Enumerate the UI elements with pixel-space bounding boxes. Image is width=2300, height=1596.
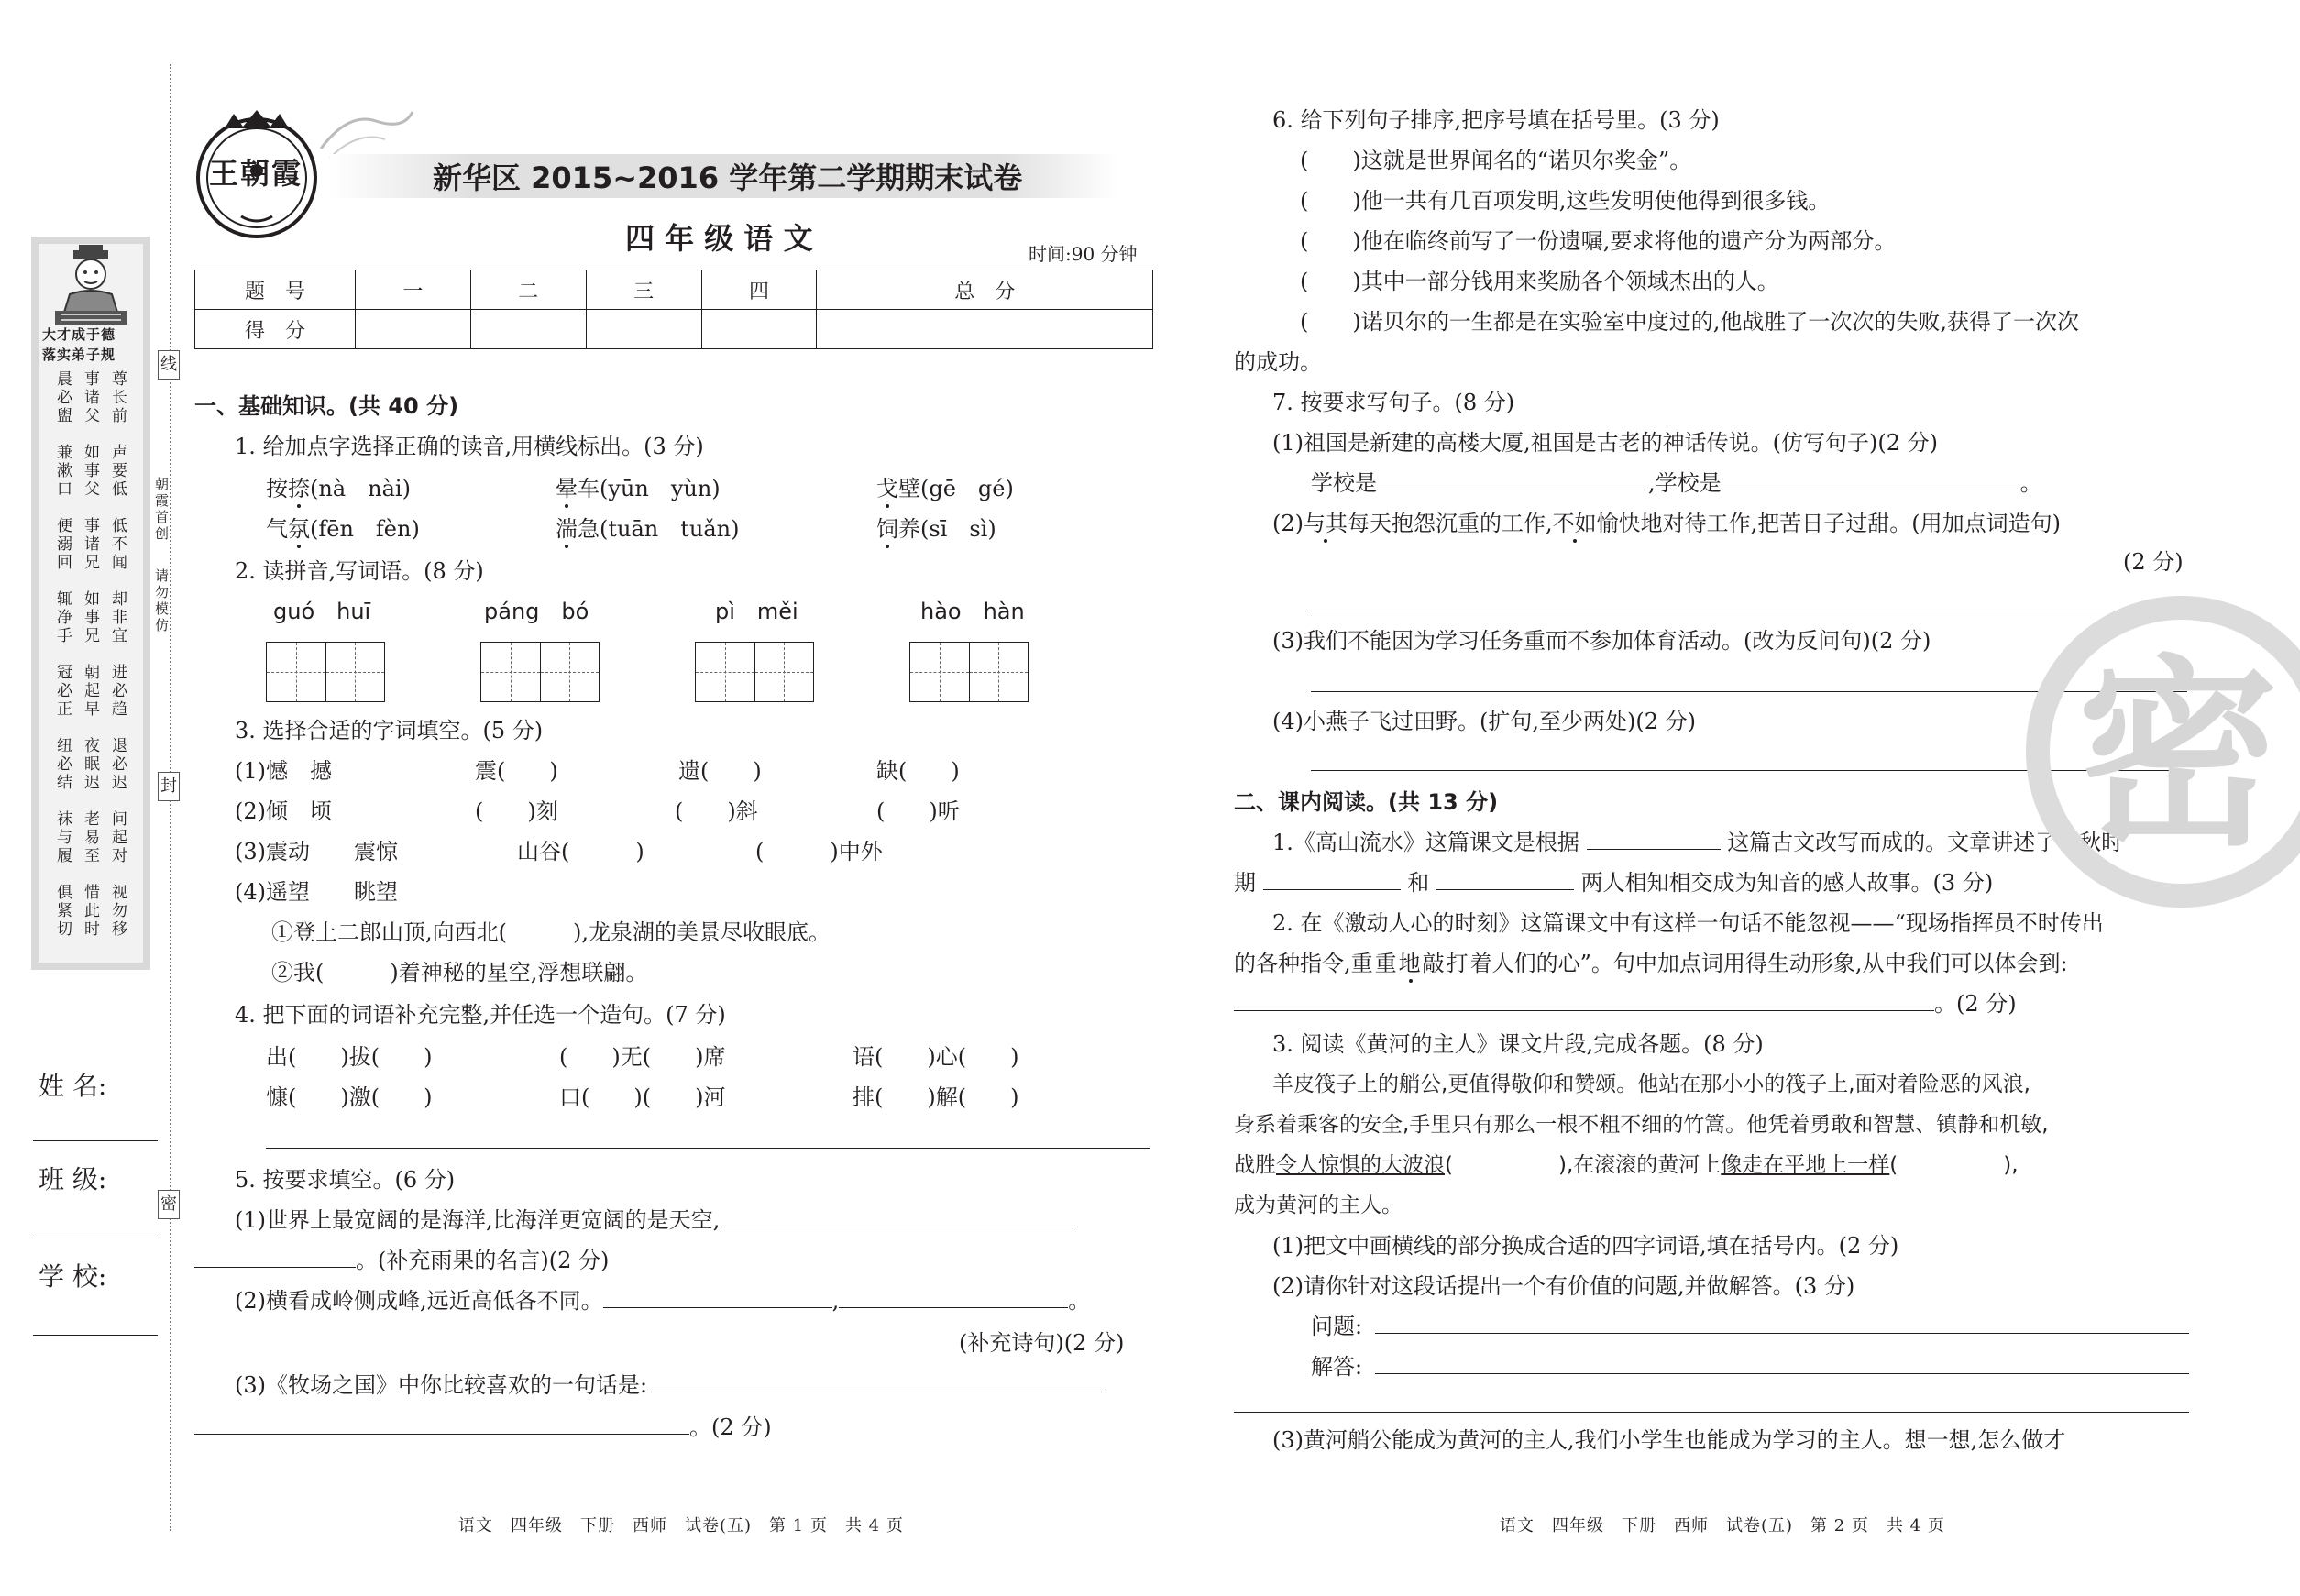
score-header-cell: 一 bbox=[356, 270, 471, 310]
q1-item-3: 戈壁(gē gé) bbox=[876, 476, 1014, 501]
dizigui-col: 朝起早 bbox=[81, 664, 99, 719]
school-label: 学 校: bbox=[39, 1261, 107, 1292]
q3-row4-label: (4)遥望 眺望 bbox=[235, 879, 398, 905]
seal-char-line: 线 bbox=[158, 350, 180, 380]
q3-sentence-1[interactable]: ①登上二郎山顶,向西北( ),龙泉湖的美景尽收眼底。 bbox=[271, 919, 831, 945]
copyright-note-2: 请勿模仿 bbox=[153, 568, 170, 634]
q5-part1: (1)世界上最宽阔的是海洋,比海洋更宽阔的是天空, bbox=[235, 1206, 1073, 1234]
secret-stamp bbox=[2026, 596, 2300, 908]
dizigui-col: 夜眠迟 bbox=[81, 737, 99, 792]
answer-label: 解答: bbox=[1311, 1354, 1363, 1380]
score-header-cell: 三 bbox=[586, 270, 701, 310]
score-table bbox=[194, 270, 1153, 349]
reading-q3-1: (1)把文中画横线的部分换成合适的四字词语,填在括号内。(2 分) bbox=[1272, 1233, 1899, 1259]
dizigui-col: 声要低 bbox=[108, 444, 127, 499]
q1-item-5: 湍急(tuān tuǎn) bbox=[556, 516, 740, 542]
score-input-cell[interactable] bbox=[817, 310, 1153, 349]
q7-part4: (4)小燕子飞过田野。(扩句,至少两处)(2 分) bbox=[1272, 709, 1696, 734]
q6-item[interactable]: ( )他在临终前写了一份遗嘱,要求将他的遗产分为两部分。 bbox=[1300, 228, 1897, 254]
reading-q2-cont: 的各种指令,重重地敲打着人们的心”。句中加点词用得生动形象,从中我们可以体会到: bbox=[1234, 951, 2068, 976]
reading-q1-cont: 期 和 两人相知相交成为知音的感人故事。(3 分) bbox=[1234, 870, 1994, 896]
motto-1: 大才成于德 bbox=[42, 326, 116, 343]
dizigui-col: 俱紧切 bbox=[53, 884, 72, 939]
seal-char-secret: 密 bbox=[158, 1190, 180, 1219]
question-6: 6. 给下列句子排序,把序号填在括号里。(3 分) bbox=[1272, 107, 1720, 133]
q3-row3-label: (3)震动 震惊 bbox=[235, 839, 398, 864]
score-header-cell: 题 号 bbox=[195, 270, 356, 310]
reading-q1: 1.《高山流水》这篇课文是根据 这篇古文改写而成的。文章讲述了春秋时 bbox=[1272, 830, 2124, 855]
copyright-note-1: 朝霞首创 bbox=[153, 477, 170, 543]
dizigui-col: 视勿移 bbox=[108, 884, 127, 939]
exam-time: 时间:90 分钟 bbox=[1029, 243, 1138, 265]
q1-item-4: 气氛(fēn fèn) bbox=[266, 516, 420, 542]
score-label-cell: 得 分 bbox=[195, 310, 356, 349]
reading-q3-2: (2)请你针对这段话提出一个有价值的问题,并做解答。(3 分) bbox=[1272, 1273, 1855, 1299]
dizigui-col: 便溺回 bbox=[53, 517, 72, 572]
exam-title: 新华区 2015~2016 学年第二学期期末试卷 bbox=[433, 160, 1023, 195]
q7-part1: (1)祖国是新建的高楼大厦,祖国是古老的神话传说。(仿写句子)(2 分) bbox=[1272, 430, 1938, 456]
passage-line-4: 成为黄河的主人。 bbox=[1234, 1194, 1403, 1217]
ask-label: 问题: bbox=[1311, 1314, 1363, 1339]
score-header-cell: 总 分 bbox=[817, 270, 1153, 310]
dizigui-col: 纽必结 bbox=[53, 737, 72, 792]
q1-item-2: 晕车(yūn yùn) bbox=[556, 476, 721, 501]
reading-q3-3: (3)黄河艄公能成为黄河的主人,我们小学生也能成为学习的主人。想一想,怎么做才 bbox=[1272, 1427, 2066, 1453]
dizigui-col: 晨必盥 bbox=[53, 370, 72, 425]
q3-row1-label: (1)憾 撼 bbox=[235, 758, 332, 784]
reading-q2: 2. 在《激动人心的时刻》这篇课文中有这样一句话不能忽视——“现场指挥员不时传出 bbox=[1272, 910, 2104, 936]
dizigui-col: 兼漱口 bbox=[53, 444, 72, 499]
q6-item[interactable]: ( )诺贝尔的一生都是在实验室中度过的,他战胜了一次次的失败,获得了一次次 bbox=[1300, 309, 2079, 335]
q5-blank[interactable] bbox=[647, 1371, 1106, 1392]
section-2-title: 二、课内阅读。(共 13 分) bbox=[1234, 789, 1499, 815]
dizigui-col: 如事父 bbox=[81, 444, 99, 499]
q5-blank[interactable] bbox=[839, 1287, 1068, 1308]
q5-part3: (3)《牧场之国》中你比较喜欢的一句话是: bbox=[235, 1371, 1106, 1399]
seal-char-seal: 封 bbox=[158, 772, 180, 801]
exam-subtitle: 四 年 级 语 文 bbox=[625, 221, 813, 256]
q3-row1-blank[interactable]: 遗( ) bbox=[678, 758, 762, 784]
q3-row3-blank[interactable]: ( )中外 bbox=[755, 839, 883, 864]
score-input-cell[interactable] bbox=[470, 310, 586, 349]
class-label: 班 级: bbox=[39, 1164, 107, 1194]
r2-blank[interactable] bbox=[1234, 990, 1934, 1011]
passage-line-2: 身系着乘客的安全,手里只有那么一根不粗不细的竹篙。他凭着勇敢和智慧、镇静和机敏, bbox=[1234, 1113, 2049, 1137]
q4-idiom[interactable]: 出( )拔( ) bbox=[266, 1044, 433, 1070]
r1-blank[interactable] bbox=[1263, 869, 1401, 890]
r1-blank[interactable] bbox=[1587, 829, 1721, 850]
q1-item-6: 饲养(sī sì) bbox=[876, 516, 996, 542]
dizigui-col: 却非宜 bbox=[108, 590, 127, 645]
q4-sentence-line[interactable] bbox=[266, 1148, 1150, 1149]
dizigui-col: 惜此时 bbox=[81, 884, 99, 939]
q3-row2-blank[interactable]: ( )刻 bbox=[475, 798, 558, 824]
section-1-title: 一、基础知识。(共 40 分) bbox=[194, 393, 459, 419]
dizigui-col: 事诸兄 bbox=[81, 517, 99, 572]
score-input-cell[interactable] bbox=[701, 310, 817, 349]
q3-row1-blank[interactable]: 震( ) bbox=[475, 758, 558, 784]
q4-idiom[interactable]: 排( )解( ) bbox=[853, 1084, 1019, 1110]
q6-item-tail: 的成功。 bbox=[1234, 349, 1322, 375]
answer-line-2[interactable] bbox=[1234, 1412, 2189, 1413]
question-5: 5. 按要求填空。(6 分) bbox=[235, 1167, 456, 1193]
q4-idiom[interactable]: 语( )心( ) bbox=[853, 1044, 1019, 1070]
q4-idiom[interactable]: 慷( )激( ) bbox=[266, 1084, 433, 1110]
q2-grid-4[interactable] bbox=[909, 642, 1029, 702]
footer-left: 语文 四年级 下册 西师 试卷(五) 第 1 页 共 4 页 bbox=[458, 1516, 904, 1535]
dizigui-col: 袜与履 bbox=[53, 810, 72, 865]
question-1: 1. 给加点字选择正确的读音,用横线标出。(3 分) bbox=[235, 434, 704, 459]
q7-blank[interactable] bbox=[1377, 469, 1648, 490]
q7-blank[interactable] bbox=[1722, 469, 2020, 490]
motto-2: 落实弟子规 bbox=[42, 347, 116, 363]
q7-part1-answer: 学校是 ,学校是 。 bbox=[1311, 470, 2042, 496]
secret-stamp-char: 密 bbox=[2077, 638, 2280, 873]
dizigui-col: 辄净手 bbox=[53, 590, 72, 645]
q3-row3-blank[interactable]: 山谷( ) bbox=[517, 839, 644, 864]
name-label: 姓 名: bbox=[39, 1071, 107, 1101]
ask-line[interactable] bbox=[1375, 1333, 2189, 1334]
passage-line-1: 羊皮筏子上的艄公,更值得敬仰和赞颂。他站在那小小的筏子上,面对着险恶的风浪, bbox=[1272, 1073, 2030, 1096]
q2-pinyin-1: guó huī bbox=[273, 599, 371, 624]
q6-item[interactable]: ( )其中一部分钱用来奖励各个领域杰出的人。 bbox=[1300, 269, 1779, 294]
dizigui-col: 老易至 bbox=[81, 810, 99, 865]
q7-part2-score: (2 分) bbox=[2123, 549, 2184, 575]
dizigui-col: 尊长前 bbox=[108, 370, 127, 425]
q2-pinyin-2: páng bó bbox=[484, 599, 589, 624]
q5-blank[interactable] bbox=[194, 1247, 356, 1268]
score-input-cell[interactable] bbox=[356, 310, 471, 349]
q5-blank[interactable] bbox=[194, 1414, 689, 1435]
answer-line[interactable] bbox=[1375, 1373, 2189, 1374]
q4-idiom[interactable]: ( )无( )席 bbox=[559, 1044, 726, 1070]
q3-row1-blank[interactable]: 缺( ) bbox=[876, 758, 960, 784]
score-input-cell[interactable] bbox=[586, 310, 701, 349]
question-3: 3. 选择合适的字词填空。(5 分) bbox=[235, 718, 544, 743]
q7-part3: (3)我们不能因为学习任务重而不参加体育活动。(改为反问句)(2 分) bbox=[1272, 628, 1931, 654]
q2-pinyin-3: pì měi bbox=[715, 599, 798, 624]
q4-idiom[interactable]: 口( )( )河 bbox=[559, 1084, 726, 1110]
dizigui-col: 退必迟 bbox=[108, 737, 127, 792]
q7-part2: (2)与其每天抱怨沉重的工作,不如愉快地对待工作,把苦日子过甜。(用加点词造句) bbox=[1272, 511, 2061, 536]
school-input[interactable] bbox=[33, 1335, 158, 1336]
passage-line-3: 战胜令人惊惧的大波浪( ),在滚滚的黄河上像走在平地上一样( ), bbox=[1234, 1153, 2019, 1177]
q5-part1-tail: 。(补充雨果的名言)(2 分) bbox=[194, 1247, 609, 1274]
q5-part2: (2)横看成岭侧成峰,远近高低各不同。 , 。 bbox=[235, 1288, 1091, 1314]
question-2: 2. 读拼音,写词语。(8 分) bbox=[235, 558, 484, 584]
q5-blank[interactable] bbox=[720, 1206, 1073, 1227]
logo-text: 王朝霞 bbox=[209, 156, 303, 191]
q3-row2-blank[interactable]: ( )听 bbox=[876, 798, 960, 824]
q5-part2-score: (补充诗句)(2 分) bbox=[959, 1330, 1125, 1356]
score-header-cell: 四 bbox=[701, 270, 817, 310]
q6-item[interactable]: ( )他一共有几百项发明,这些发明使他得到很多钱。 bbox=[1300, 188, 1831, 214]
dizigui-col: 进必趋 bbox=[108, 664, 127, 719]
q6-item[interactable]: ( )这就是世界闻名的“诺贝尔奖金”。 bbox=[1300, 148, 1692, 173]
q3-row2-blank[interactable]: ( )斜 bbox=[675, 798, 758, 824]
q2-pinyin-4: hào hàn bbox=[920, 599, 1025, 624]
dizigui-col: 冠必正 bbox=[53, 664, 72, 719]
score-header-cell: 二 bbox=[470, 270, 586, 310]
q5-blank[interactable] bbox=[603, 1287, 832, 1308]
q1-item-1: 按捺(nà nài) bbox=[266, 476, 411, 501]
dizigui-col: 低不闻 bbox=[108, 517, 127, 572]
r1-blank[interactable] bbox=[1436, 869, 1574, 890]
q5-part3-tail: 。(2 分) bbox=[194, 1414, 772, 1441]
q2-grid-3[interactable] bbox=[695, 642, 814, 702]
q2-grid-1[interactable] bbox=[266, 642, 385, 702]
q3-sentence-2[interactable]: ②我( )着神秘的星空,浮想联翩。 bbox=[271, 960, 648, 985]
name-input[interactable] bbox=[33, 1140, 158, 1141]
q3-row2-label: (2)倾 顷 bbox=[235, 798, 332, 824]
dizigui-col: 如事兄 bbox=[81, 590, 99, 645]
reading-q3: 3. 阅读《黄河的主人》课文片段,完成各题。(8 分) bbox=[1272, 1031, 1764, 1057]
reading-q2-answer: 。(2 分) bbox=[1234, 990, 2017, 1018]
question-7: 7. 按要求写句子。(8 分) bbox=[1272, 390, 1515, 415]
footer-right: 语文 四年级 下册 西师 试卷(五) 第 2 页 共 4 页 bbox=[1500, 1516, 1945, 1535]
question-4: 4. 把下面的词语补充完整,并任选一个造句。(7 分) bbox=[235, 1002, 726, 1028]
dizigui-col: 事诸父 bbox=[81, 370, 99, 425]
dizigui-col: 问起对 bbox=[108, 810, 127, 865]
q2-grid-2[interactable] bbox=[480, 642, 600, 702]
